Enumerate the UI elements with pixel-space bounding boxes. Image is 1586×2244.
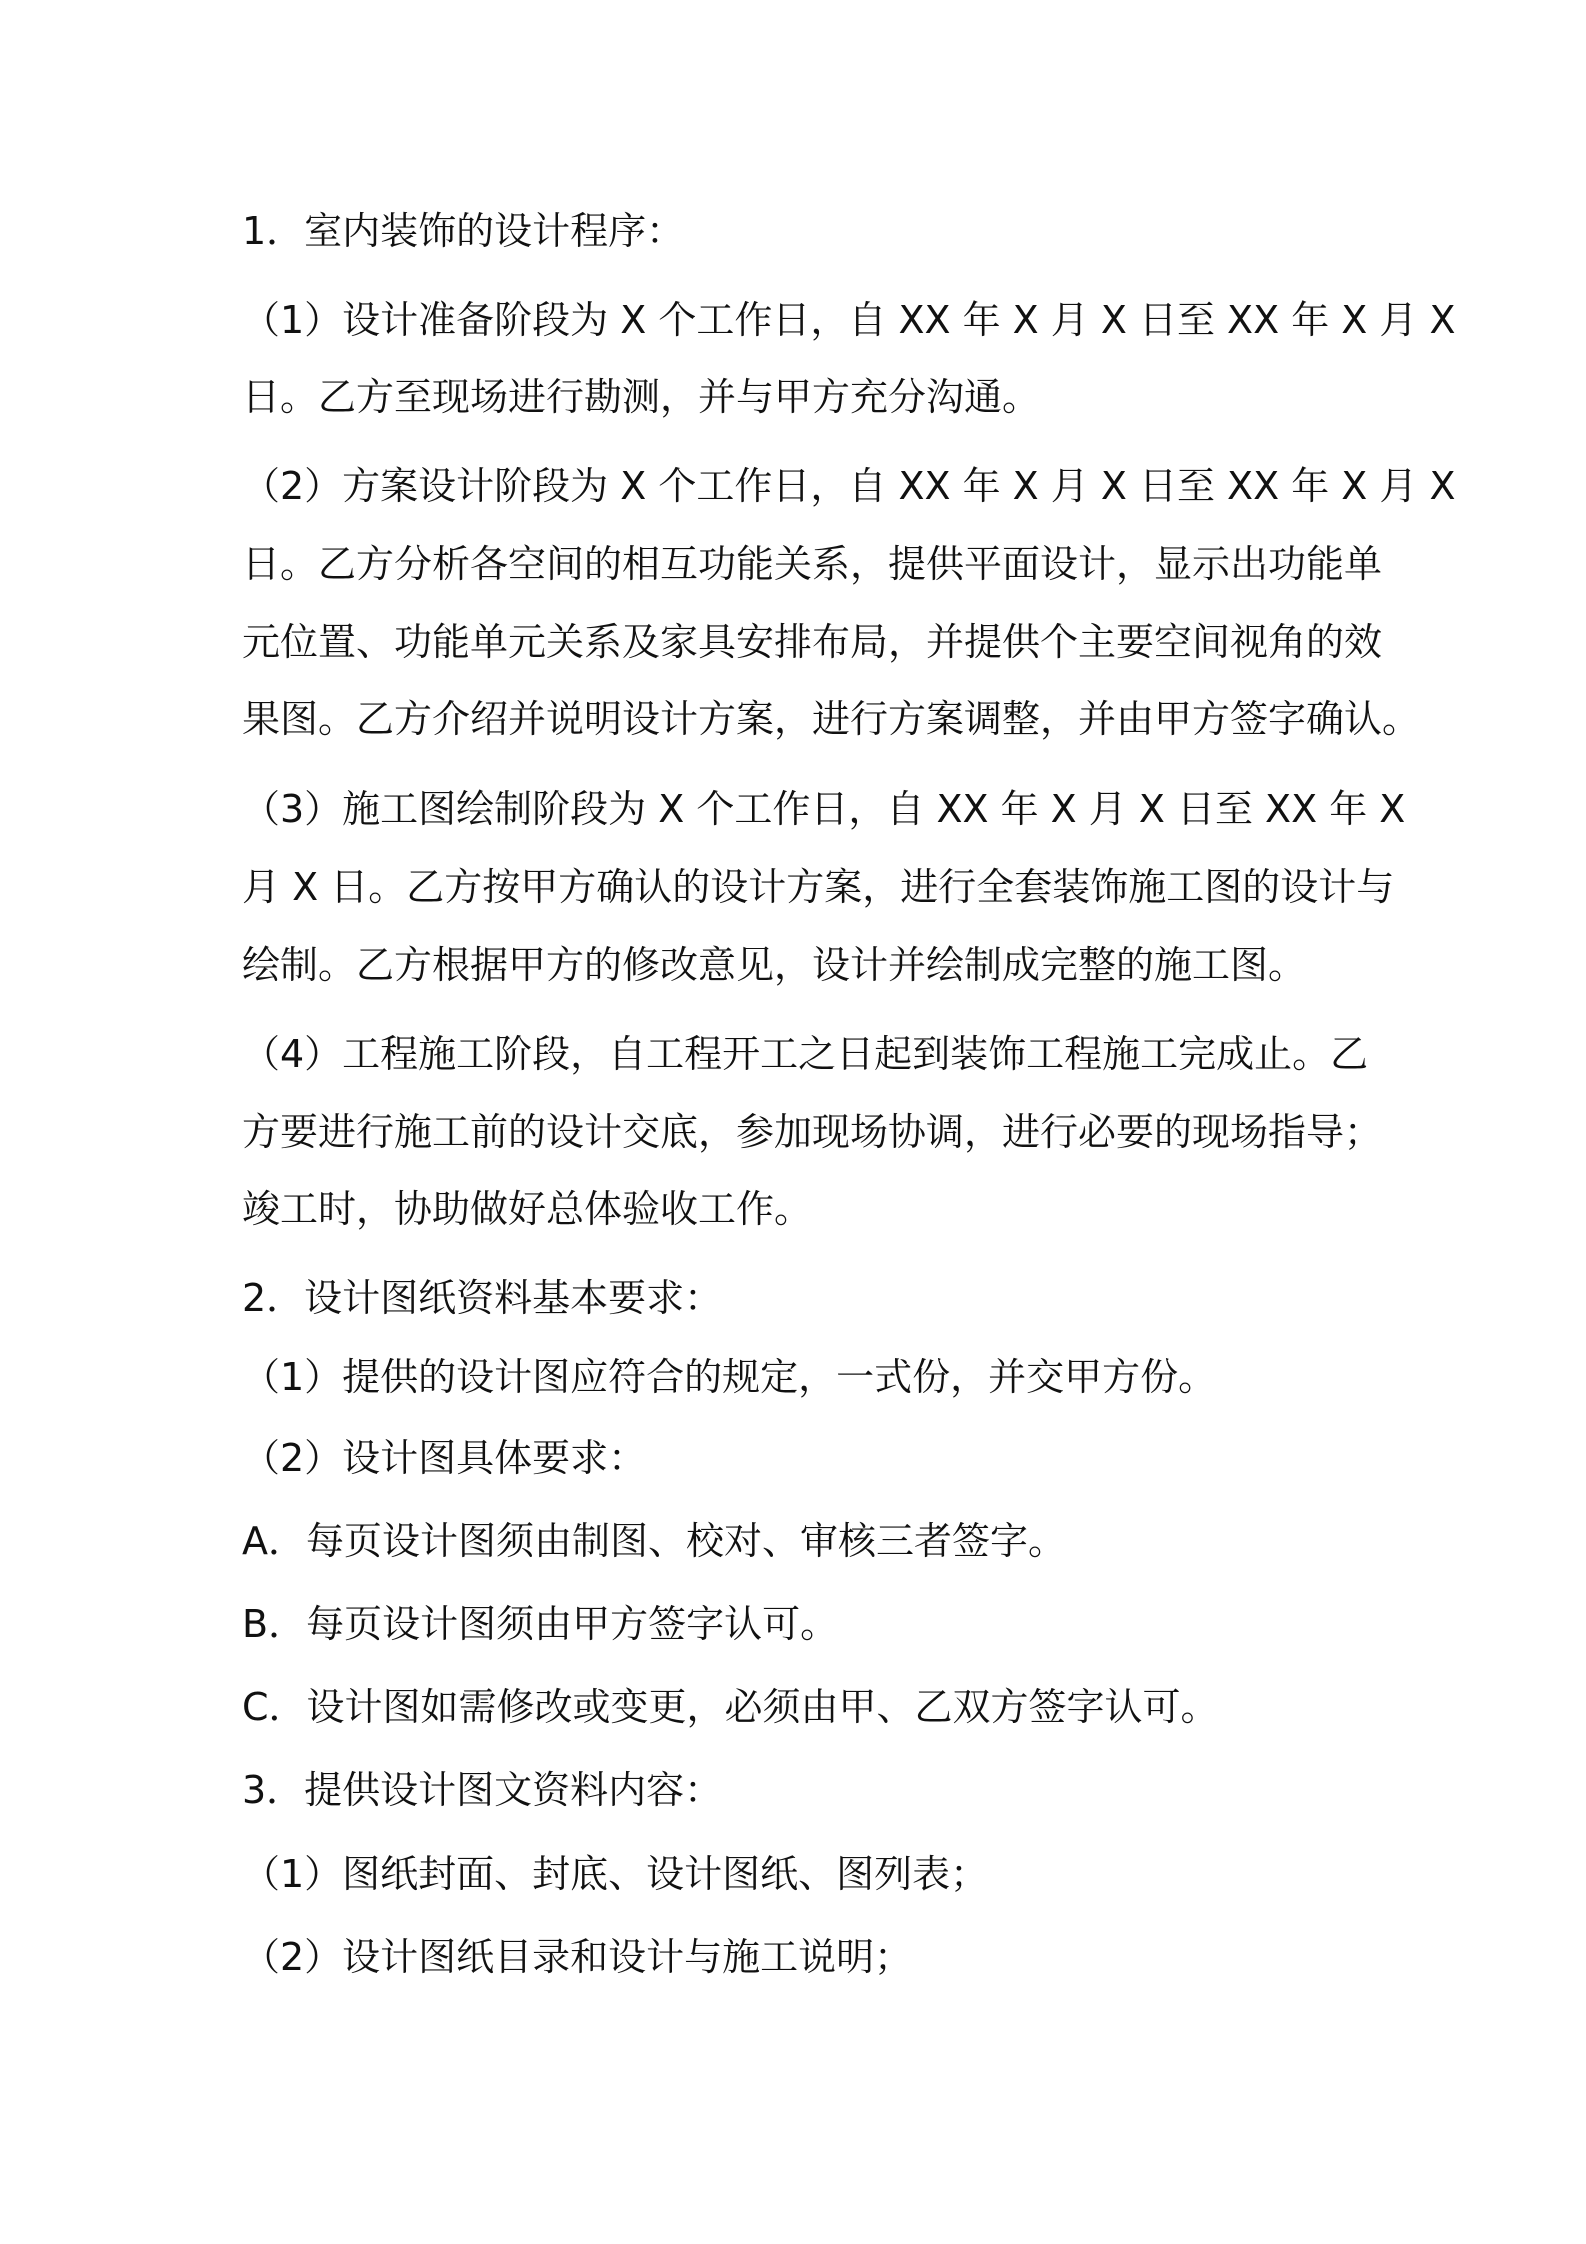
- paragraph-3-line-3: 绘制。乙方根据甲方的修改意见，设计并绘制成完整的施工图。: [242, 943, 1307, 987]
- requirement-item-1: （1）提供的设计图应符合的规定，一式份，并交甲方份。: [242, 1355, 1217, 1399]
- paragraph-3-line-2: 月 X 日。乙方按甲方确认的设计方案，进行全套装饰施工图的设计与: [242, 865, 1395, 909]
- paragraph-3-line-1: （3）施工图绘制阶段为 X 个工作日，自 XX 年 X 月 X 日至 XX 年 X: [242, 787, 1406, 831]
- requirement-item-c: C．设计图如需修改或变更，必须由甲、乙双方签字认可。: [242, 1685, 1219, 1729]
- requirement-item-b: B．每页设计图须由甲方签字认可。: [242, 1602, 839, 1646]
- requirement-item-2: （2）设计图具体要求：: [242, 1436, 647, 1480]
- paragraph-1-line-2: 日。乙方至现场进行勘测，并与甲方充分沟通。: [242, 375, 1041, 419]
- paragraph-4-line-3: 竣工时，协助做好总体验收工作。: [242, 1187, 813, 1231]
- paragraph-4-line-1: （4）工程施工阶段，自工程开工之日起到装饰工程施工完成止。乙: [242, 1032, 1369, 1076]
- paragraph-2-line-2: 日。乙方分析各空间的相互功能关系，提供平面设计，显示出功能单: [242, 542, 1383, 586]
- heading-document-contents: 3．提供设计图文资料内容：: [242, 1768, 723, 1812]
- paragraph-2-line-3: 元位置、功能单元关系及家具安排布局，并提供个主要空间视角的效: [242, 620, 1383, 664]
- paragraph-4-line-2: 方要进行施工前的设计交底，参加现场协调，进行必要的现场指导；: [242, 1110, 1383, 1154]
- paragraph-1-line-1: （1）设计准备阶段为 X 个工作日，自 XX 年 X 月 X 日至 XX 年 X 月 X: [242, 298, 1456, 342]
- paragraph-2-line-4: 果图。乙方介绍并说明设计方案，进行方案调整，并由甲方签字确认。: [242, 697, 1421, 741]
- paragraph-2-line-1: （2）方案设计阶段为 X 个工作日，自 XX 年 X 月 X 日至 XX 年 X 月 X: [242, 464, 1456, 508]
- heading-drawing-requirements: 2．设计图纸资料基本要求：: [242, 1276, 723, 1320]
- heading-design-procedure: 1．室内装饰的设计程序：: [242, 209, 685, 253]
- requirement-item-a: A．每页设计图须由制图、校对、审核三者签字。: [242, 1519, 1066, 1563]
- contents-item-1: （1）图纸封面、封底、设计图纸、图列表；: [242, 1852, 989, 1896]
- contents-item-2: （2）设计图纸目录和设计与施工说明；: [242, 1935, 913, 1979]
